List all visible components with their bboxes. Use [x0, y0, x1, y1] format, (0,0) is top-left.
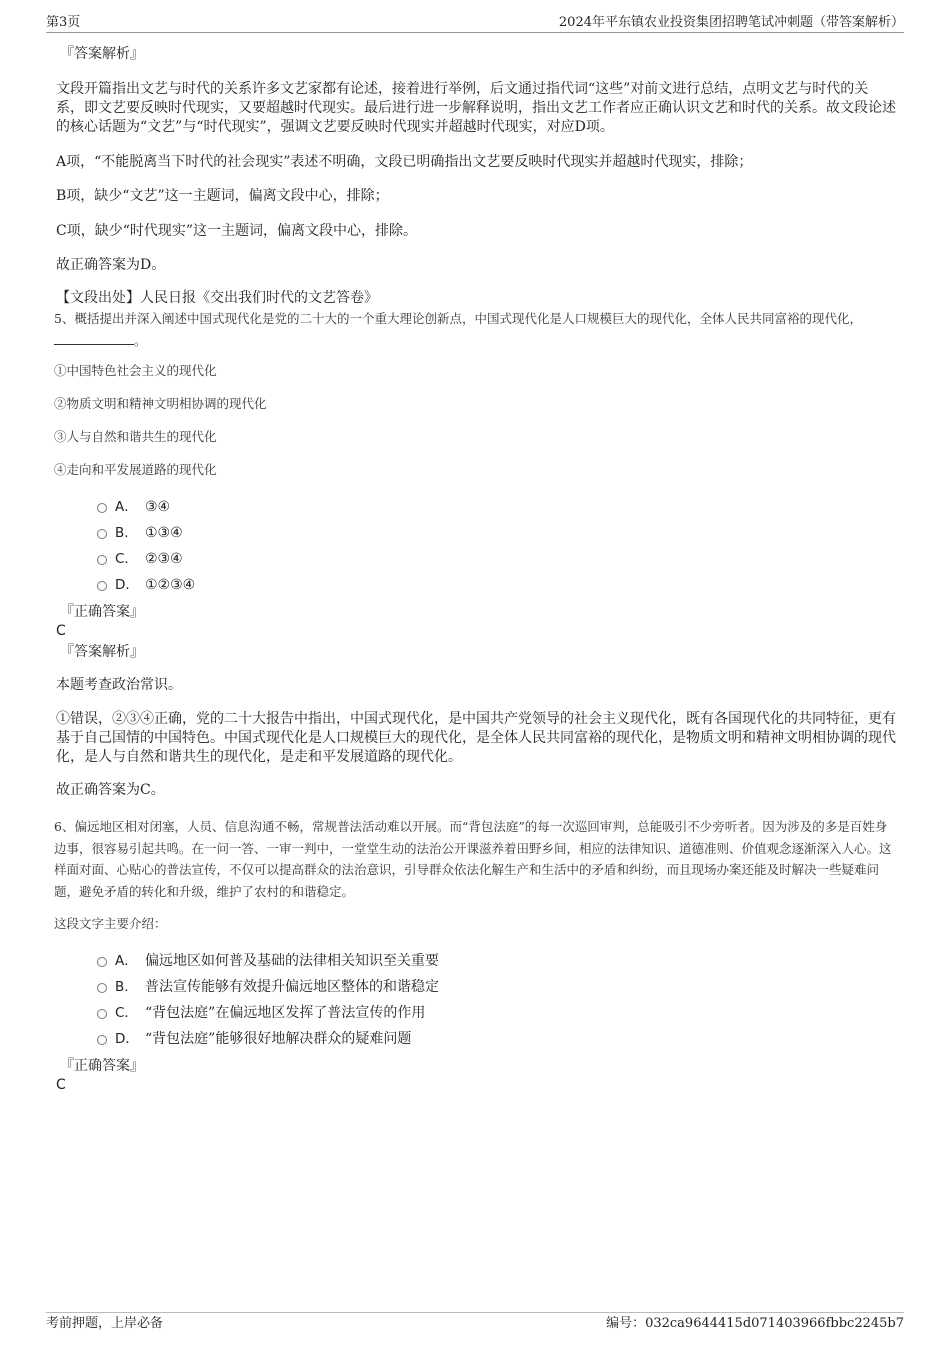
- page-content: [56, 44, 896, 1094]
- option-letter: C．: [115, 1005, 138, 1021]
- option-text: “背包法庭”在偏远地区发挥了普法宣传的作用: [145, 1005, 426, 1021]
- document-id: 编号：032ca9644415d071403966fbbc2245b7: [606, 1316, 904, 1331]
- option-letter: A．: [115, 953, 138, 969]
- q5-options: [56, 494, 896, 598]
- q5-item: ②物质文明和精神文明相协调的现代化: [54, 396, 267, 411]
- q4-analysis-p5: 故正确答案为D。: [56, 257, 166, 273]
- option-letter: D．: [115, 577, 139, 593]
- radio-icon[interactable]: [97, 581, 107, 591]
- q5-option-d[interactable]: [56, 572, 896, 598]
- q5-blank: [54, 332, 134, 345]
- q4-source: 【文段出处】人民日报《交出我们时代的文艺答卷》: [56, 290, 378, 306]
- document-title: 2024年平东镇农业投资集团招聘笔试冲刺题（带答案解析）: [558, 15, 904, 30]
- page-header: [46, 14, 904, 33]
- q5-item: ①中国特色社会主义的现代化: [54, 363, 217, 378]
- radio-icon[interactable]: [97, 529, 107, 539]
- q5-option-a[interactable]: [56, 494, 896, 520]
- option-letter: D．: [115, 1031, 139, 1047]
- radio-icon[interactable]: [97, 957, 107, 967]
- q5-items: [54, 361, 896, 480]
- page-number: 第3页: [46, 15, 81, 30]
- option-letter: C．: [115, 551, 138, 567]
- q6-prompt: 这段文字主要介绍：: [54, 916, 167, 931]
- option-text: ①②③④: [145, 577, 196, 593]
- q6-correct-answer: C: [56, 1077, 66, 1093]
- q6-option-b[interactable]: [56, 974, 896, 1000]
- q5-stem-end: 。: [134, 332, 147, 348]
- footer-slogan: 考前押题，上岸必备: [46, 1316, 164, 1331]
- option-text: 普法宣传能够有效提升偏远地区整体的和谐稳定: [145, 979, 439, 995]
- option-text: ②③④: [145, 551, 183, 567]
- radio-icon[interactable]: [97, 555, 107, 565]
- q6-option-d[interactable]: [56, 1026, 896, 1052]
- q6-option-a[interactable]: [56, 948, 896, 974]
- option-letter: B.: [115, 979, 129, 995]
- radio-icon[interactable]: [97, 503, 107, 513]
- q5-analysis-p2: ①错误，②③④正确，党的二十大报告中指出，中国式现代化，是中国共产党领导的社会主义现代化，既有各国现代化的共同特征，更有基于自己国情的中国特色。中国式现代化是人口规模巨大的现代化，是全体人民共同富裕的现代化，是物质文明和精神文明相协调的现代化，是人与自然和谐共生的现代化，是走和平发展道路的现代化。: [56, 711, 896, 765]
- q5-item: ④走向和平发展道路的现代化: [54, 462, 217, 477]
- option-text: 偏远地区如何普及基础的法律相关知识至关重要: [145, 953, 439, 969]
- option-text: ①③④: [145, 525, 183, 541]
- q5-correct-answer: C: [56, 623, 66, 639]
- option-text: “背包法庭”能够很好地解决群众的疑难问题: [145, 1031, 412, 1047]
- q5-option-c[interactable]: [56, 546, 896, 572]
- q5-analysis-p3: 故正确答案为C。: [56, 782, 165, 798]
- q6-stem: 6、偏远地区相对闭塞，人员、信息沟通不畅，常规普法活动难以开展。而“背包法庭”的每一次巡回审判，总能吸引不少旁听者。因为涉及的多是百姓身边事，很容易引起共鸣。在一问一答、一审一判中，一堂堂生动的法治公开课滋养着田野乡间，相应的法律知识、道德准则、价值观念逐渐深入人心。这样面对面、心贴心的普法宣传，不仅可以提高群众的法治意识，引导群众依法化解生产和生活中的矛盾和纠纷，而且现场办案还能及时解决一些疑难问题，避免矛盾的转化和升级，维护了农村的和谐稳定。: [54, 819, 892, 899]
- q5-correct-label: 『正确答案』: [60, 604, 144, 620]
- q5-stem: [54, 308, 896, 351]
- q4-analysis-p4: C项，缺少“时代现实”这一主题词，偏离文段中心，排除。: [56, 223, 418, 239]
- radio-icon[interactable]: [97, 1009, 107, 1019]
- radio-icon[interactable]: [97, 1035, 107, 1045]
- option-text: ③④: [145, 499, 171, 515]
- q6-option-c[interactable]: [56, 1000, 896, 1026]
- q5-analysis-p1: 本题考查政治常识。: [56, 677, 182, 693]
- option-letter: A．: [115, 499, 138, 515]
- q5-stem-text: 5、概括提出并深入阐述中国式现代化是党的二十大的一个重大理论创新点，中国式现代化是人口规模巨大的现代化，全体人民共同富裕的现代化，: [54, 311, 862, 326]
- q4-analysis-label: 『答案解析』: [60, 46, 144, 62]
- q6-correct-label: 『正确答案』: [60, 1058, 144, 1074]
- q4-analysis-p1: 文段开篇指出文艺与时代的关系许多文艺家都有论述，接着进行举例，后文通过指代词“这些”对前文进行总结，点明文艺与时代的关系，即文艺要反映时代现实，又要超越时代现实。最后进行进一步解释说明，指出文艺工作者应正确认识文艺和时代的关系。故文段论述的核心话题为“文艺”与“时代现实”，强调文艺要反映时代现实并超越时代现实，对应D项。: [56, 81, 896, 135]
- radio-icon[interactable]: [97, 983, 107, 993]
- option-letter: B.: [115, 525, 129, 541]
- q6-options: [56, 948, 896, 1052]
- q5-analysis-label: 『答案解析』: [60, 644, 144, 660]
- q5-item: ③人与自然和谐共生的现代化: [54, 429, 217, 444]
- page-footer: [46, 1312, 904, 1333]
- q4-analysis-p2: A项，“不能脱离当下时代的社会现实”表述不明确，文段已明确指出文艺要反映时代现实并超越时代现实，排除；: [56, 154, 753, 170]
- q4-analysis-p3: B项，缺少“文艺”这一主题词，偏离文段中心，排除；: [56, 188, 389, 204]
- q5-option-b[interactable]: [56, 520, 896, 546]
